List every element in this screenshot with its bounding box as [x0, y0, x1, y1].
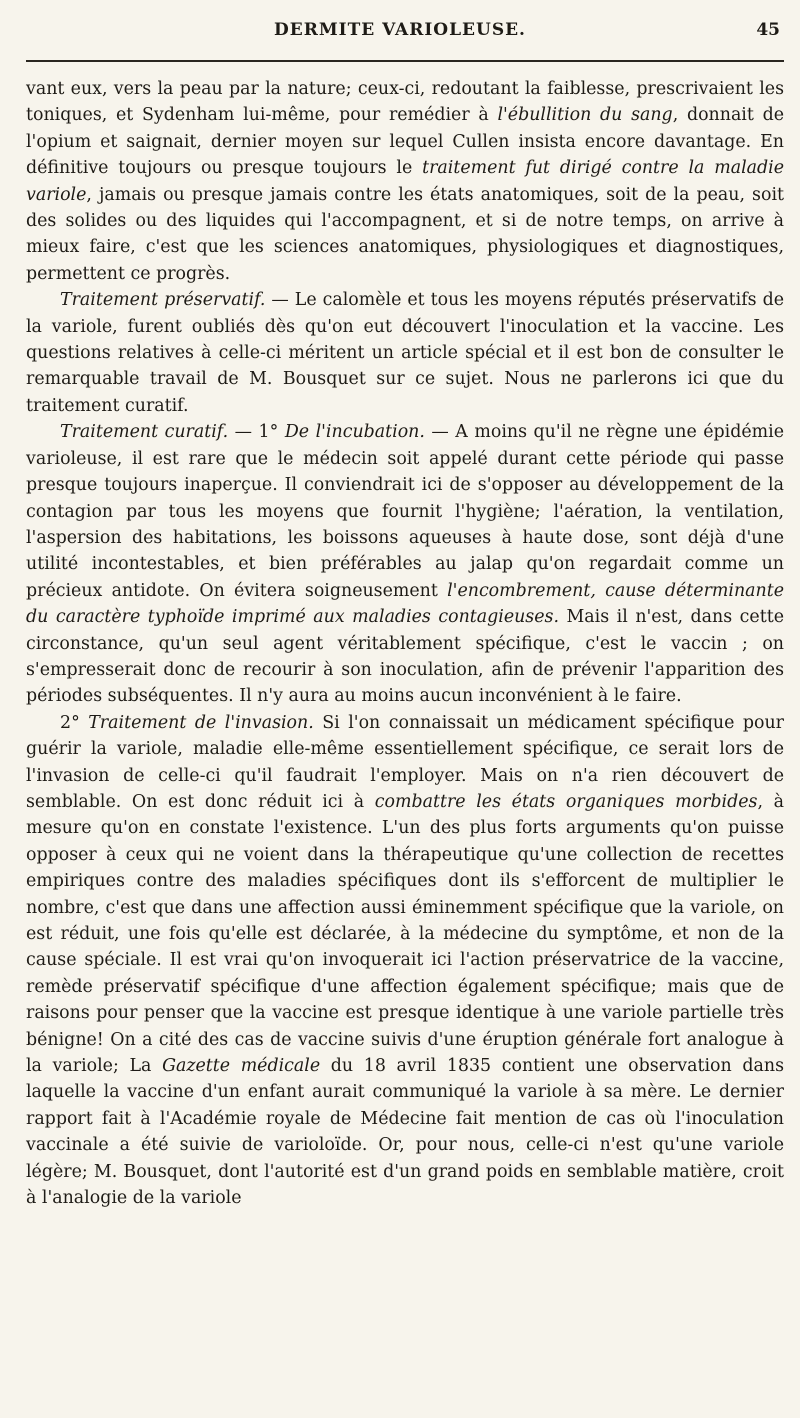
italic-text-run: Traitement curatif.: [60, 422, 229, 443]
page-number: 45: [756, 20, 780, 40]
italic-text-run: Gazette médicale: [162, 1056, 321, 1077]
header-rule: [26, 60, 784, 62]
italic-text-run: traitement fut dirigé contre la maladie variole: [26, 158, 784, 205]
italic-text-run: Traitement préservatif.: [60, 290, 266, 311]
text-run: , jamais ou presque jamais contre les états anatomiques, soit de la peau, soit des solides ou des liquides qui l'accompagnent, et si de notre temps, on arrive à mieux faire, c'est que les sciences anatomiques, physiologiques et diagnostiques, permettent ce progrès.: [26, 184, 784, 284]
italic-text-run: De l'incubation.: [284, 422, 425, 443]
text-run: Si l'on connaissait un médicament spécifique pour guérir la variole, maladie elle-même essentiellement spécifique, ce serait lors de l'invasion de celle-ci qu'il faudrait l'employer. Mais on n'a rien découvert de semblable. On est donc réduit ici à: [26, 712, 784, 812]
italic-text-run: l'ébullition du sang: [497, 105, 673, 126]
text-run: , à mesure qu'on en constate l'existence. L'un des plus forts arguments qu'on puisse opposer à ceux qui ne voient dans la thérapeutique qu'une collection de recettes empiriques contre des maladies spécifiques dont ils s'efforcent de multiplier le nombre, c'est que dans une affection aussi éminemment spécifique que la variole, on est réduit, une fois qu'elle est déclarée, à la médecine du symptôme, et non de la cause spéciale. Il est vrai qu'on invoquerait ici l'action préservatrice de la vaccine, remède préservatif spécifique d'une affection également spécifique; mais que de raisons pour penser que la vaccine est presque identique à une variole partielle très bénigne! On a cité des cas de vaccine suivis d'une éruption générale fort analogue à la variole; La: [26, 791, 784, 1077]
italic-text-run: combattre les états organiques morbides: [374, 791, 758, 812]
text-run: , donnait de l'opium et saignait, dernier moyen sur lequel Cullen insista encore davantage. En définitive toujours ou presque toujours le: [26, 105, 784, 179]
italic-text-run: l'encombrement, cause déterminante du caractère typhoïde imprimé aux maladies contagieuses.: [26, 580, 784, 628]
paragraph-traitement-invasion: [26, 710, 784, 1212]
italic-text-run: Traitement de l'invasion.: [88, 712, 314, 733]
text-run: du 18 avril 1835 contient une observation dans laquelle la vaccine d'un enfant aurait communiqué la variole à sa mère. Le dernier rapport fait à l'Académie royale de Médecine fait mention de cas où l'inoculation vaccinale a été suivie de varioloïde. Or, pour nous, celle-ci n'est qu'une variole légère; M. Bousquet, dont l'autorité est d'un grand poids en semblable matière, croit à l'analogie de la variole: [26, 1056, 784, 1209]
running-head: [0, 14, 800, 50]
text-run: — A moins qu'il ne règne une épidémie varioleuse, il est rare que le médecin soit appelé durant cette période qui passe presque toujours inaperçue. Il conviendrait ici de s'opposer au développement de la contagion par tous les moyens que fournit l'hygiène; l'aération, la ventilation, l'aspersion des habitations, les boissons aqueuses à haute dose, sont déjà d'une utilité incontestables, et bien préférables au jalap qu'on regardait comme un précieux antidote. On évitera soigneusement: [26, 422, 785, 601]
text-run: — Le calomèle et tous les moyens réputés préservatifs de la variole, furent oubliés dès qu'on eut découvert l'inoculation et la vaccine. Les questions relatives à celle-ci méritent un article spécial et il est bon de consulter le remarquable travail de M. Bousquet sur ce sujet. Nous ne parlerons ici que du traitement curatif.: [26, 290, 784, 416]
text-run: — 1°: [228, 422, 285, 443]
paragraph-continued: [26, 76, 784, 287]
paragraph-traitement-curatif: [26, 419, 784, 709]
text-run: vant eux, vers la peau par la nature; ceux-ci, redoutant la faiblesse, prescrivaient les toniques, et Sydenham lui-même, pour remédier à: [26, 79, 784, 126]
body-text: [26, 76, 784, 1211]
text-run: Mais il n'est, dans cette circonstance, qu'un seul agent véritablement spécifique, c'est le vaccin ; on s'empresserait donc de recourir à son inoculation, afin de prévenir l'apparition des périodes subséquentes. Il n'y aura au moins aucun inconvénient à le faire.: [26, 607, 784, 707]
running-title: DERMITE VARIOLEUSE.: [274, 20, 526, 40]
paragraph-traitement-preservatif: [26, 287, 784, 419]
text-run: 2°: [60, 712, 89, 733]
